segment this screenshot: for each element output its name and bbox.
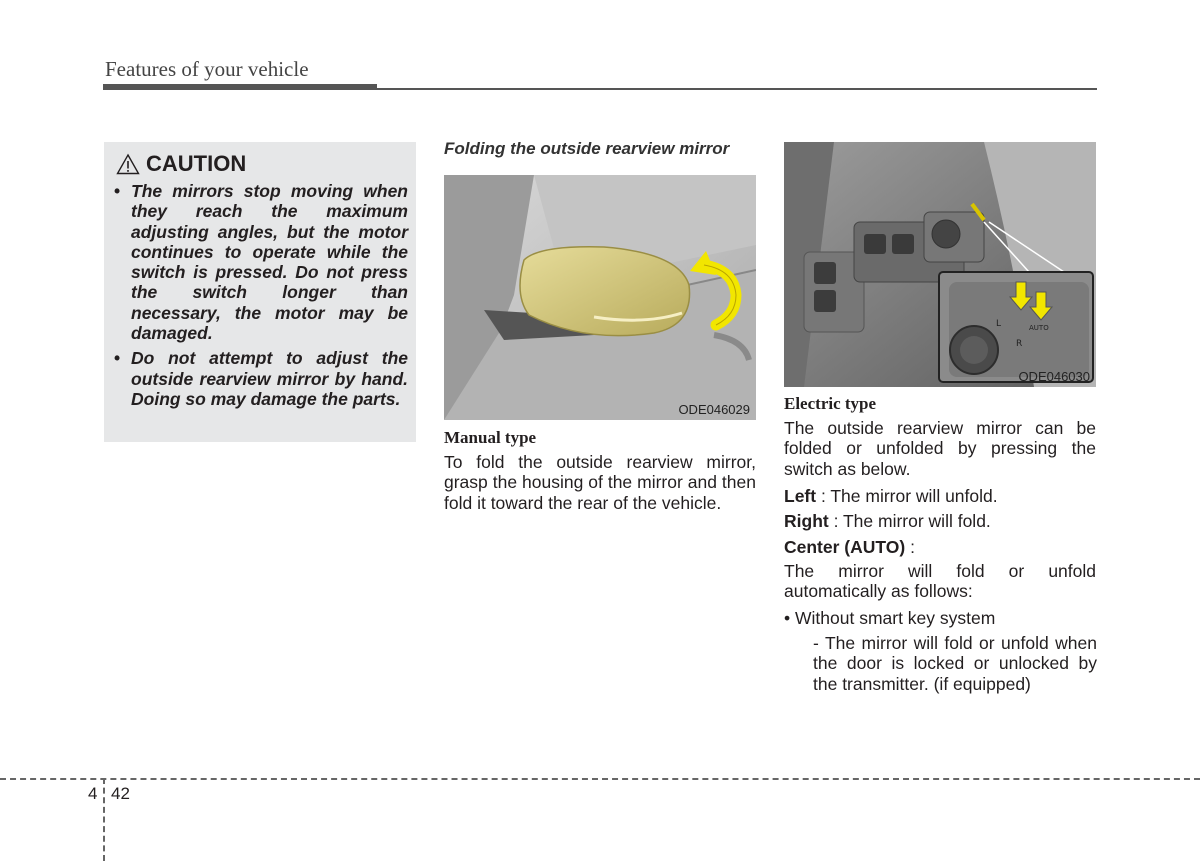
switch-right-label: R: [1016, 339, 1023, 349]
sub-list-item: [813, 633, 1097, 694]
right-text: : The mirror will fold.: [828, 511, 991, 531]
right-label: Right: [784, 511, 829, 531]
warning-triangle-icon: [116, 153, 140, 175]
manual-type-heading: Manual type: [444, 428, 537, 447]
left-text: : The mirror will unfold.: [816, 486, 998, 506]
caution-item: • Do not attempt to adjust the outside rearview mirror by hand. Doing so may damage the parts.: [114, 348, 408, 409]
left-label: Left: [784, 486, 817, 506]
image-caption: ODE046030: [1018, 369, 1090, 384]
caution-item: • The mirrors stop moving when they reach the maximum adjusting angles, but the motor continues to operate while the switch is pressed. Do not press the switch longer than necessary, the motor may be damaged.: [114, 181, 408, 343]
center-text: :: [905, 537, 915, 557]
header-rule: [103, 84, 377, 90]
caution-heading: [116, 151, 246, 177]
caution-list: [114, 181, 408, 414]
left-position-line: [784, 486, 998, 506]
header-rule-thin: [377, 88, 1097, 90]
electric-intro-text: The outside rearview mirror can be folded or unfolded by pressing the switch as below.: [784, 418, 1096, 479]
caution-title: CAUTION: [146, 151, 247, 176]
bullet-text: Without smart key system: [795, 608, 996, 628]
page-number: 42: [111, 784, 130, 803]
manual-type-text: To fold the outside rearview mirror, grasp the housing of the mirror and then fold it toward the rear of the vehicle.: [444, 452, 756, 513]
page-header-title: Features of your vehicle: [105, 57, 309, 81]
right-position-line: [784, 511, 991, 531]
center-position-line: [784, 537, 915, 557]
mirror-switch-photo: [784, 142, 1096, 387]
electric-type-heading: Electric type: [784, 394, 877, 413]
mirror-fold-illustration: [444, 175, 756, 420]
door-switch-illustration: [784, 142, 1096, 387]
switch-auto-label: AUTO: [1029, 324, 1049, 332]
image-caption: ODE046029: [678, 402, 750, 417]
switch-left-label: L: [996, 319, 1002, 329]
sub-item-text: - The mirror will fold or unfold when the door is locked or unlocked by the transmitter. (if equipped): [813, 633, 1097, 694]
list-item: [784, 608, 1096, 628]
chapter-number: 4: [88, 784, 98, 803]
auto-description: The mirror will fold or unfold automatically as follows:: [784, 561, 1096, 602]
bullet-glyph: •: [784, 608, 795, 628]
mirror-fold-photo: [444, 175, 756, 420]
section-heading: Folding the outside rearview mirror: [444, 139, 730, 158]
footer-vertical-divider: [103, 778, 105, 861]
center-label: Center (AUTO): [784, 537, 906, 557]
footer-divider: [0, 778, 1200, 780]
